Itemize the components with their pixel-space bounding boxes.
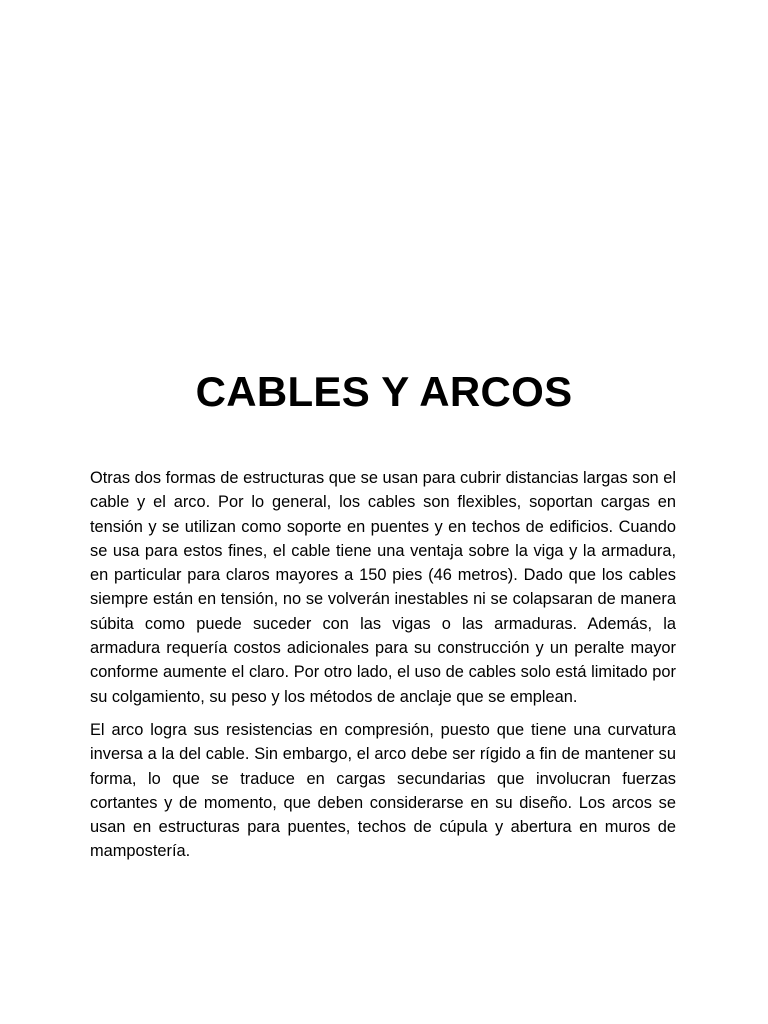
page-title: CABLES Y ARCOS [195, 368, 573, 415]
paragraph-cables: Otras dos formas de estructuras que se usan para cubrir distancias largas son el cable y el arco. Por lo general, los cables son flexibles, soportan cargas en tensión y se utilizan como soporte en puentes y en techos de edificios. Cuando se usa para estos fines, el cable tiene una ventaja sobre la viga y la armadura, en particular para claros mayores a 150 pies (46 metros). Dado que los cables siempre están en tensión, no se volverán inestables ni se colapsaran de manera súbita como puede suceder con las vigas o las armaduras. Además, la armadura requería costos adicionales para su construcción y un peralte mayor conforme aumente el claro. Por otro lado, el uso de cables solo está limitado por su colgamiento, su peso y los métodos de anclaje que se emplean. [90, 469, 676, 706]
paragraph-arcos: El arco logra sus resistencias en compresión, puesto que tiene una curvatura inversa a la del cable. Sin embargo, el arco debe ser rígido a fin de mantener su forma, lo que se traduce en cargas secundarias que involucran fuerzas cortantes y de momento, que deben considerarse en su diseño. Los arcos se usan en estructuras para puentes, techos de cúpula y abertura en muros de mampostería. [90, 720, 676, 861]
document-body [90, 466, 676, 873]
